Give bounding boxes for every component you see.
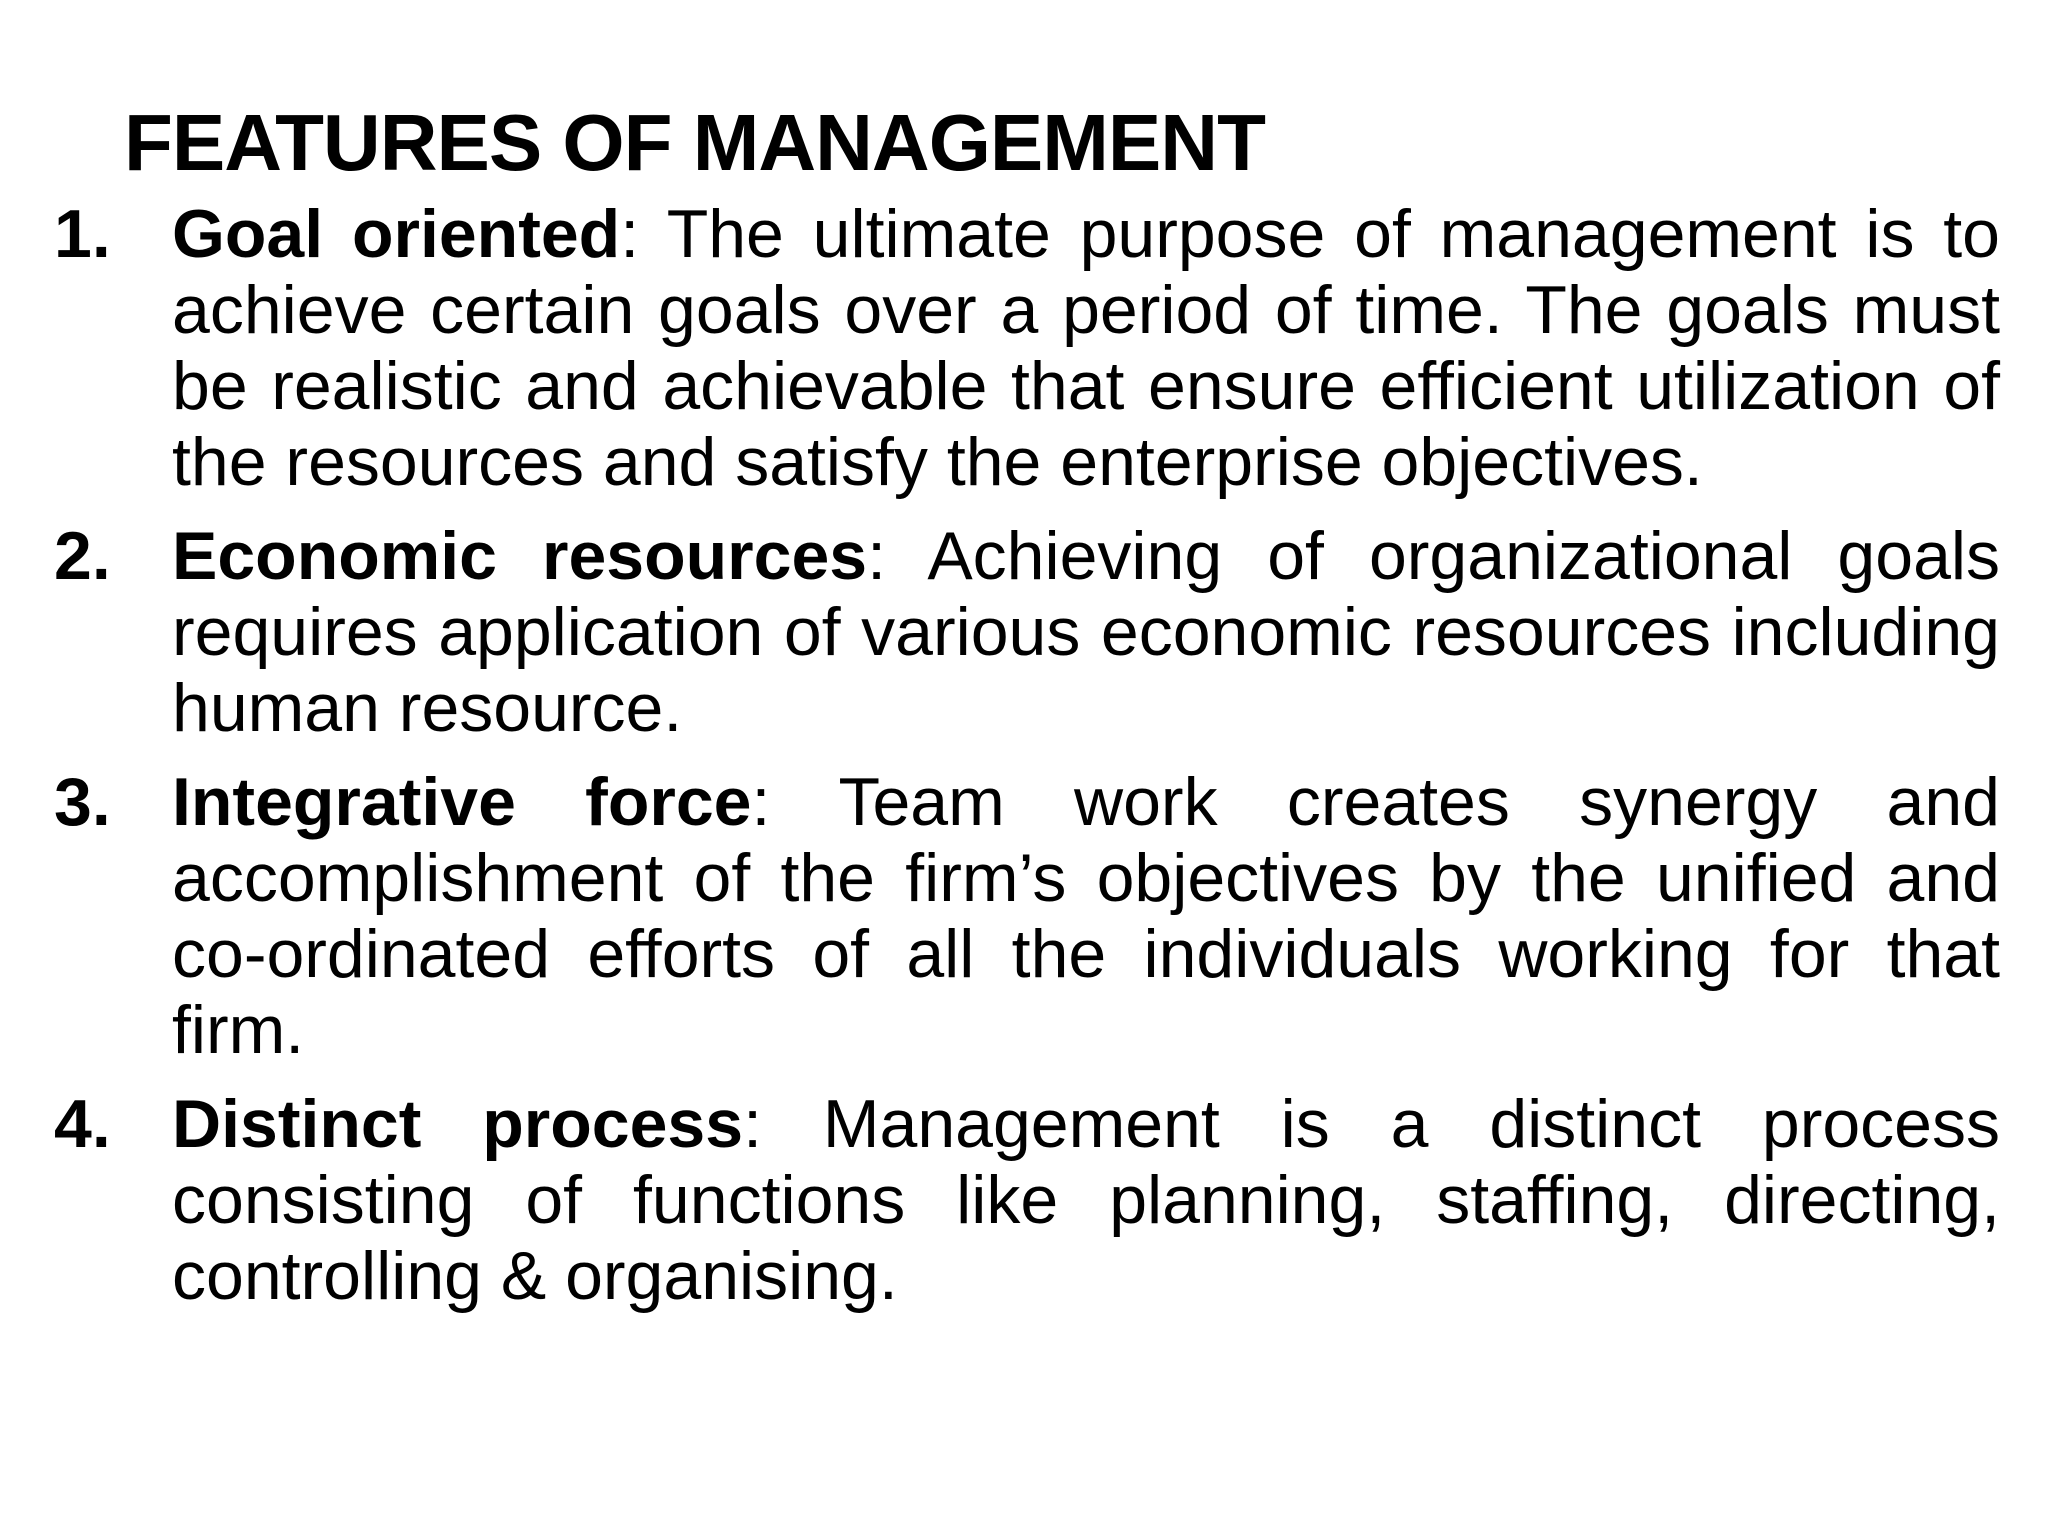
list-item-distinct-process: [54, 1086, 2000, 1314]
item-term: Integrative force: [172, 764, 752, 840]
slide-title: FEATURES OF MANAGEMENT: [124, 98, 1265, 187]
item-text: The ultimate purpose of management is to achieve certain goals over a period of time. The goals must be realistic and achievable that ensure efficient utilization of the resources and satisfy the enterprise objectives.: [172, 196, 2001, 500]
item-number: 4.: [54, 1086, 111, 1162]
item-separator: :: [743, 1086, 762, 1162]
item-text: Team work creates synergy and accomplishment of the firm’s objectives by the unified and co-ordinated efforts of all the individuals working for that firm.: [172, 764, 2000, 1068]
features-list: [54, 196, 2000, 1332]
list-item-goal-oriented: [54, 196, 2000, 500]
item-text: Management is a distinct process consisting of functions like planning, staffing, directing, controlling & organising.: [172, 1086, 2000, 1314]
list-item-economic-resources: [54, 518, 2000, 746]
item-separator: :: [620, 196, 640, 272]
item-term: Economic resources: [172, 518, 868, 594]
item-number: 1.: [54, 196, 111, 272]
item-separator: :: [867, 518, 887, 594]
list-item-integrative-force: [54, 764, 2000, 1068]
item-term: Goal oriented: [172, 196, 621, 272]
item-text: Achieving of organizational goals requires application of various economic resources including human resource.: [172, 518, 2000, 746]
item-number: 3.: [54, 764, 111, 840]
item-term: Distinct process: [172, 1086, 744, 1162]
item-separator: :: [751, 764, 771, 840]
item-number: 2.: [54, 518, 111, 594]
